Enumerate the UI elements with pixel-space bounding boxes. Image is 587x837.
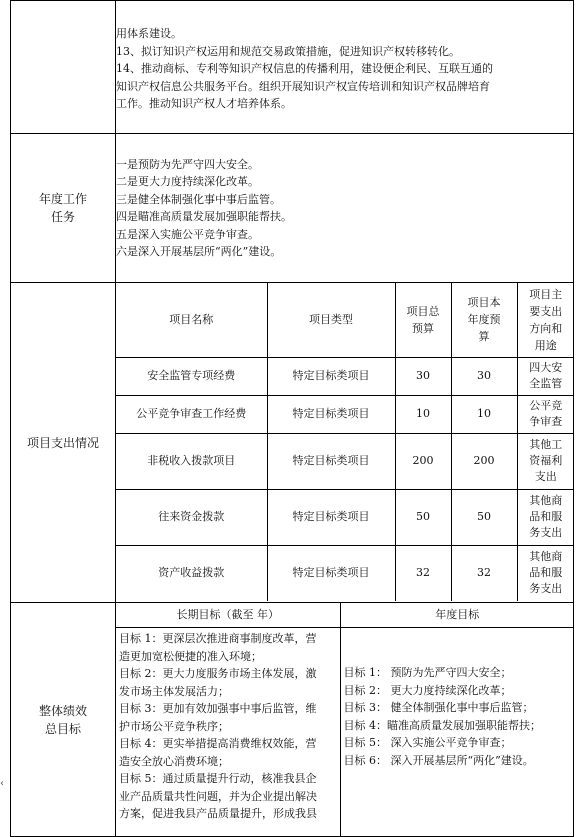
text-line: 用体系建设。	[116, 27, 182, 41]
cell-total: 32	[395, 545, 451, 601]
text-line: 知识产权信息公共服务平台。组织开展知识产权宣传培训和知识产权品牌培育	[116, 79, 490, 93]
task-line: 五是深入实施公平竞争审查。	[116, 227, 259, 241]
text-line: 13、拟订知识产权运用和规范交易政策措施，促进知识产权转移转化。	[116, 44, 460, 58]
goal-line: 目标 3： 健全体制强化事中事后监管；	[343, 701, 534, 714]
cell-total: 200	[395, 433, 451, 489]
goal-line: 方案，促进我县产品质量提升，形成我县	[119, 807, 317, 820]
cell-annual: 10	[451, 395, 517, 433]
task-line: 一是预防为先严守四大安全。	[116, 157, 259, 171]
cell-type: 特定目标类项目	[267, 489, 395, 545]
cell-total: 30	[395, 357, 451, 395]
cell-annual: 32	[451, 545, 517, 601]
goal-line: 目标 5：通过质量提升行动，核准我县企	[119, 772, 317, 785]
cell-type: 特定目标类项目	[267, 395, 395, 433]
task-line: 四是瞄准高质量发展加强职能帮扶。	[116, 210, 292, 223]
cell-type: 特定目标类项目	[267, 433, 395, 489]
cell-type: 特定目标类项目	[267, 357, 395, 395]
task-line: 二是更大力度持续深化改革。	[116, 175, 259, 188]
goals-body-row	[116, 628, 574, 837]
header-direction: 项目主 要支出 方向和 用途	[517, 283, 574, 357]
goal-line: 造更加宽松便捷的准入环境；	[119, 649, 262, 663]
table-row	[116, 395, 574, 433]
text-line: 工作。推动知识产权人才培养体系。	[116, 97, 292, 111]
text-line: 14、推动商标、专利等知识产权信息的传播利用，建设便企利民、互联互通的	[116, 62, 493, 76]
header-type: 项目类型	[267, 283, 395, 357]
task-line: 三是健全体制强化事中事后监管。	[116, 192, 281, 206]
cell-direction: 四大安 全监管	[517, 357, 574, 395]
header-name: 项目名称	[116, 283, 267, 357]
document-page	[10, 0, 573, 837]
cell-annual: 50	[451, 489, 517, 545]
expenditure-row	[11, 283, 574, 603]
performance-row	[11, 603, 574, 837]
cell-name: 非税收入拨款项目	[116, 433, 267, 489]
duties-label-cell	[11, 1, 116, 134]
cell-name: 资产收益拨款	[116, 545, 267, 601]
goal-line: 目标 1：更深层次推进商事制度改革，营	[119, 632, 317, 645]
annual-tasks-label: 年度工作 任务	[11, 134, 116, 283]
annual-goals	[340, 628, 574, 837]
scroll-left-chevron-icon[interactable]: ‹	[0, 778, 4, 789]
cell-direction: 公平竞 争审查	[517, 395, 574, 433]
duties-text	[116, 1, 574, 134]
goal-line: 目标 3：更加有效加强事中事后监管，维	[119, 702, 317, 715]
cell-total: 10	[395, 395, 451, 433]
goal-line: 目标 4：瞄准高质量发展加强职能帮扶；	[343, 718, 541, 732]
long-term-goals	[116, 628, 340, 837]
cell-name: 安全监管专项经费	[116, 357, 267, 395]
goal-line: 目标 5： 深入实施公平竞争审查；	[343, 736, 512, 749]
header-total: 项目总 预算	[395, 283, 451, 357]
cell-type: 特定目标类项目	[267, 545, 395, 601]
annual-tasks-row	[11, 134, 574, 283]
goal-line: 发市场主体发展活力；	[119, 684, 229, 698]
expenditure-header-row	[116, 283, 574, 357]
goal-line: 目标 4：更实举措提高消费维权效能，营	[119, 737, 317, 750]
expenditure-label: 项目支出情况	[11, 283, 116, 603]
goal-line: 目标 2： 更大力度持续深化改革；	[343, 683, 512, 697]
table-row	[116, 357, 574, 395]
goals-header-row	[116, 603, 574, 628]
cell-annual: 200	[451, 433, 517, 489]
cell-direction: 其他商 品和服 务支出	[517, 545, 574, 601]
annual-tasks-text	[116, 134, 574, 283]
goal-line: 目标 1： 预防为先严守四大安全；	[343, 666, 512, 679]
cell-direction: 其他工 资福利 支出	[517, 433, 574, 489]
goal-line: 业产品质量共性问题，并为企业提出解决	[119, 789, 317, 803]
performance-cell	[116, 603, 574, 837]
cell-name: 公平竞争审查工作经费	[116, 395, 267, 433]
table-row	[116, 545, 574, 601]
task-line: 六是深入开展基层所“两化”建设。	[116, 245, 282, 258]
long-term-header: 长期目标（截至 年）	[116, 603, 340, 628]
cell-direction: 其他商 品和服 务支出	[517, 489, 574, 545]
performance-label: 整体绩效 总目标	[11, 603, 116, 837]
cell-total: 50	[395, 489, 451, 545]
goal-line: 目标 2：更大力度服务市场主体发展，激	[119, 667, 317, 680]
table-row	[116, 433, 574, 489]
goal-line: 造安全放心消费环境；	[119, 754, 229, 768]
goal-line: 护市场公平竞争秩序；	[119, 719, 229, 733]
expenditure-table	[116, 283, 574, 601]
header-annual: 项目本 年度预 算	[451, 283, 517, 357]
duties-row	[11, 1, 574, 134]
cell-annual: 30	[451, 357, 517, 395]
cell-name: 往来资金拨款	[116, 489, 267, 545]
table-row	[116, 489, 574, 545]
goals-table	[116, 603, 574, 836]
goal-line: 目标 6： 深入开展基层所“两化”建设。	[343, 753, 534, 767]
expenditure-cell	[116, 283, 574, 603]
annual-goals-header: 年度目标	[340, 603, 574, 628]
project-table	[10, 0, 574, 837]
